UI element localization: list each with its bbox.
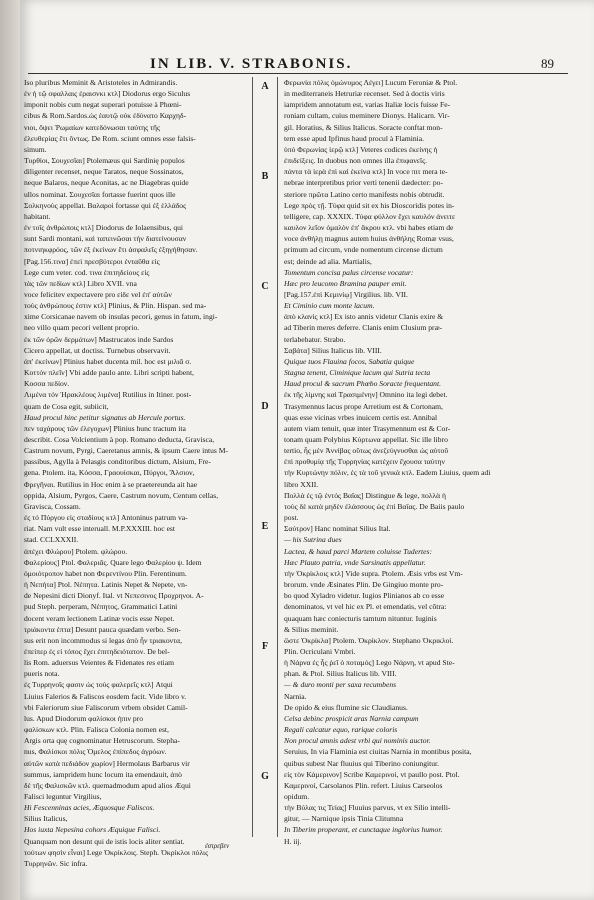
text-line: ἡ Νάρνα ἐς ἧς ῥεῖ ὁ ποταμός] Lego Νάρνη, vt apud Ste- xyxy=(284,658,455,668)
text-line: passibus, Agylla à Pelasgis conditoribus dictum, Alsium, Fre- xyxy=(24,457,211,467)
text-line: ὥστε Ὀκρίκλα] Ptolem. Ὀκρίκλον. Stephano Ὀκρικλοί. xyxy=(284,635,454,645)
text-line: quibus subest Nar fluuius qui Tiberino coniungitur. xyxy=(284,758,440,768)
text-line: diligenter recenset, neque Taratos, neque Sossinatos, xyxy=(24,167,184,177)
text-line: describit. Cosa Volcientium à pop. Romano deducta, Gravisca, xyxy=(24,435,215,444)
text-line: τὴν Ὀκρίκλοις κτλ] Vide supra. Ptolem. Æsis vrbs est Vm- xyxy=(284,568,463,578)
text-line: Lege cum veter. cod. τινα ἐπιτηδείους εἰς xyxy=(24,267,150,277)
text-line: Hæc Plauto patria, vnde Sarsinatis appellatur. xyxy=(284,557,426,567)
text-line: ἐπείπερ ἐς εἰ τόπος ἔχει ἐπιτηδειότατον. De bel- xyxy=(24,646,170,656)
text-line: Et Ciminio cum monte lacum. xyxy=(284,301,375,311)
text-line: Φρεγῆναι. Rutilius in Hoc enim à se praetereunda ait hae xyxy=(24,479,198,489)
text-line: ἀπ' ἐκείνων] Plinius habet ducenta mil. hoc est μιλιᾶ σ. xyxy=(24,356,192,366)
text-line: Cicero appellat, ut doctiss. Turnebus observavit. xyxy=(24,345,171,355)
text-line: Haud procul & sacrum Phœbo Soracte frequentant. xyxy=(284,379,441,389)
text-line: iampridem annotatum est, varias Italiæ locis fuisse Fe- xyxy=(284,100,451,110)
text-line: Plin. Ocriculani Vmbri. xyxy=(284,646,356,656)
text-line: De opido & eius flumine sic Claudianus. xyxy=(284,702,408,712)
text-line: Tomentum concisa palus circense vocatur: xyxy=(284,267,414,277)
text-line: terlabebatur. Strabo. xyxy=(284,334,346,344)
text-line: [Pag.156.τινα] ἐπεὶ πρεσβύτεροι ἐνταῦθα εἰς xyxy=(24,256,160,266)
text-line: simum. xyxy=(24,144,47,154)
text-line: ἀπὸ κλανίς κτλ] Ex isto annis videtur Clanis exire & xyxy=(284,312,444,322)
text-line: αὐτῶν κατὰ πεδιάδον χωρίον] Hermolaus Barbarus vir xyxy=(24,758,190,768)
text-line: πεν ταχάρους τῶν ἐλεγοχων] Plinius hunc tractum ita xyxy=(24,423,186,433)
text-line: Φερωνία πόλις ὁμώνυμος Λέγει] Lucum Feroniæ & Ptol. xyxy=(284,78,458,87)
text-line: εἰς τὸν Κάμερινον] Scribe Καμερινοὶ, vt paullo post. Ptol. xyxy=(284,769,460,779)
text-line: τοὺς δὲ κατὰ μηδὲν ἐλάσσους ὡς ἐπὶ Βαΐας. De Baiis paulo xyxy=(284,501,465,511)
text-line: ullos nominat. Σουχεσῖαι fortasse fuerint quos ille xyxy=(24,189,176,199)
text-line: ἐκ τῆς λίμνης καὶ Τρασιμένην] Omnino ita legi debet. xyxy=(284,390,448,400)
text-line: καυλον λεῖον ὁμαλὸν ἐπ' ἄκρου κτλ. vbi habes etiam de xyxy=(284,223,454,233)
text-line: δὲ τῆς Φαλισκῶν κτλ. quemadmodum apud alios Æqui xyxy=(24,780,191,790)
text-line: Liuius Falerios & Faliscos eosdem facit. Vide libro v. xyxy=(24,691,187,701)
margin-letter-e: E xyxy=(261,521,269,532)
text-line: oppida, Alsium, Pyrgos, Caere, Castrum novum, Centum cellas, xyxy=(24,490,219,500)
text-line: lis Rom. aduersus Veientes & Fidenates res etiam xyxy=(24,658,175,668)
margin-letter-d: D xyxy=(261,401,269,412)
text-line: & Silius meminit. xyxy=(284,624,339,634)
text-line: quas esse vicinas vrbes inuicem certis est. Annibal xyxy=(284,412,438,422)
text-line: voce ἀνθήλῃ magnus autem huius ἀνθήλης Romæ vsus, xyxy=(284,234,454,244)
text-line: imponit nobis cum negat superari potuisse à Phœni- xyxy=(24,100,182,110)
text-line: φαλίσκων κτλ. Plin. Falisca Colonia nomen est, xyxy=(24,725,169,735)
text-line: H. iij. xyxy=(284,836,302,846)
text-line: habitant. xyxy=(24,211,51,221)
right-column xyxy=(284,77,556,847)
text-line: πάντα τὰ ἱερὰ ἐπὶ καὶ ἐκείνα κτλ] In voce πιτ mera te- xyxy=(284,167,448,177)
text-line: in mediterraneis Hetruriæ recenset. Sed à doctis viris xyxy=(284,89,445,99)
text-line: nus, Φαλίσκοι πόλις Ὁμελος ἐπίπεδος ἀγρόων. xyxy=(24,747,167,757)
text-line: neque Balaros, neque Aconitas, ac ne Diagebras quide xyxy=(24,178,189,188)
margin-letter-a: A xyxy=(261,81,269,92)
text-line: Stagna tenent, Ciminique lacum qui Sutria tecta xyxy=(284,368,431,378)
text-line: τριάκοντα ἑπτα] Desunt pauca quædam verbo. Sen- xyxy=(24,624,181,634)
text-line: ἐς Τυρρηνοῖς φασιν ὡς τοὺς φαλερεῖς κτλ] Atqui xyxy=(24,680,173,690)
text-line: est; deinde ad alia. Martialis, xyxy=(284,256,372,266)
text-line: brorum. vnde Æsinates Plin. De Gingiuo monte pro- xyxy=(284,580,444,590)
text-line: de Nepesini dicti Dionyf. Ital. vt Νεπεσινος Προχρηνοι. A- xyxy=(24,591,204,601)
text-line: ἐπιδείξεις. In duobus non omnes illa ἐπιφανεῖς. xyxy=(284,156,427,166)
text-line: ἐν τοῖς ἀνθρώποις κτλ] Diodorus de Iolaensibus, qui xyxy=(24,223,184,233)
text-line: tem esse apud Ipfinus haud procul à Flaminia. xyxy=(284,133,425,143)
binding-gutter xyxy=(0,0,20,900)
header-rule xyxy=(28,73,568,74)
text-line: riat. Nam vult esse interuall. M.P.XXXIII. hoc est xyxy=(24,524,175,534)
text-line: Κοττόν πλεῖν] Vbi adde paulo ante. Libri scripti habent, xyxy=(24,368,194,378)
text-line: ἐκ τῶν ὀρῶν δερμάτων] Mastrucatos inde Sardos xyxy=(24,334,174,344)
text-line: telligere, cap. XXXIX. Τύφα φύλλον ἔχει καυλόν ἀνειτε xyxy=(284,211,456,221)
text-line: Silius Italicus, xyxy=(24,814,68,824)
text-line: Τυρθίοι, Σουχεσῖαι] Ptolemæus qui Sardinię populos xyxy=(24,156,185,166)
text-line: τὴν Βύλας τις Τείας] Fluuius parvus, vt ex Silio intelli- xyxy=(284,803,451,813)
text-line: Argis orta quę cognominatur Hetruscorum. Stepha- xyxy=(24,736,180,746)
text-line: bo quod Xyladro videtur. Iugios Plinianos ab co esse xyxy=(284,591,445,601)
text-line: opidum. xyxy=(284,792,310,801)
text-line: ποτνιηκφρόος, τῶν ἐξ ἐκείνων ἔτι ἀσφαλεῖς ἐξηγήθησαν. xyxy=(24,245,198,255)
text-line: τοὺς ἀνθρώπους ἐστιν κτλ] Plinius, & Plin. Hispan. sed ma- xyxy=(24,301,207,311)
text-line: phan. & Ptol. Silius Italicus lib. VIII. xyxy=(284,669,397,679)
text-line: — & duro monti per saxa recumbens xyxy=(284,680,397,690)
page-number: 89 xyxy=(541,56,554,71)
text-line: ἐλευθερίας ἔτι ὄντως. De Rom. sciunt omnes esse falsis- xyxy=(24,133,196,143)
text-line: Non procul amnis adest vrbi qui nominis auctor. xyxy=(284,736,431,746)
text-line: Haud procul hinc petitur signatus ab Hercule portus. xyxy=(24,412,186,422)
text-line: Πολλὰ ἐς τῷ ἐντός Βαΐας] Distingue & lege, πολλὰ ἡ xyxy=(284,490,446,500)
text-line: Σαβάτα] Silius Italicus lib. VIII. xyxy=(284,345,382,355)
text-line: ad Tiberin meres deferre. Clanis enim Clusium præ- xyxy=(284,323,443,333)
text-line: docent veram lectionem Latinæ vocis esse Nepet. xyxy=(24,613,175,623)
text-line: τούτων φησίν εἶναι] Lege Ὀκρίκλοις. Steph. Ὀκρίκλοι πόλις xyxy=(24,847,209,857)
text-line: ὁμοιότροπον habet non Φερεντίνου Plin. Ferentinum. xyxy=(24,568,187,578)
text-line: autem viam tenuit, quæ inter Trasymennum est & Cor- xyxy=(284,423,451,433)
text-line: denominatos, vt vel hic ex Pl. et emendatis, vel cōtra: xyxy=(284,602,447,612)
text-line: Hos iuxta Nepesina cohors Æquique Falisci. xyxy=(24,825,161,835)
text-line: Lactea, & haud parci Martem coluisse Tudertes: xyxy=(284,546,432,556)
text-line: Seruius, In via Flaminia est ciuitas Narnia in montibus posita, xyxy=(284,747,472,757)
text-line: Τυρρηνῶν. Sic infra. xyxy=(24,858,88,868)
running-head: IN LIB. V. STRABONIS. xyxy=(150,56,353,72)
text-line: stad. CCLXXXII. xyxy=(24,535,79,545)
text-line: steriore πρῶτα Latino certo manifests nobis obtrudit. xyxy=(284,189,445,199)
text-line: pud Steph. perperam, Νέπητος, Grammatici Latini xyxy=(24,602,178,612)
text-line: ἐς τό Πύργου εἰς σταδίους κτλ] Antoninus patrum va- xyxy=(24,513,188,523)
margin-letter-f: F xyxy=(261,641,269,652)
text-line: gitur, — Narnique ipsis Tinia Clitumna xyxy=(284,814,404,824)
text-line: ὑπὸ Φερωνίας ἱερῷ κτλ] Veteres codices ἐκείνης ἡ xyxy=(284,144,438,154)
text-line: ἀπέχει Φλώρου] Ptolem. φλώρου. xyxy=(24,546,128,556)
text-line: cibus & Rom.Sardos.ὡς ἑαυτῷ οὐκ ἐδύνατο Καρχηδ- xyxy=(24,111,187,121)
text-line: pueris nota. xyxy=(24,669,60,679)
text-line: In Tiberim properant, et cunctaque inglorius humor. xyxy=(284,825,443,835)
text-line: neo villo quam pecori vellent proprio. xyxy=(24,323,140,333)
text-line: τὴν Κυρτώνην πόλιν, ἐς τὰ τοῦ γενικὰ κτλ. Eadem Liuius, quem adi xyxy=(284,468,491,478)
text-line: — his Sutrina dues xyxy=(284,535,342,545)
margin-letter-g: G xyxy=(261,771,269,782)
text-line: Celsa debinc prospicit aras Narnia campum xyxy=(284,713,419,723)
text-line: summus, iampridem hunc locum ita emendauit, ἀπὸ xyxy=(24,769,182,779)
text-line: Trasymennus lacus prope Arretium est & Cortonam, xyxy=(284,401,443,411)
text-line: lus. Apud Diodorum φαλίσκοι ἡπιν pro xyxy=(24,713,144,723)
text-line: Castrum novum, Pyrgi, Caeretanus amnis, & ipsum Caere intus M- xyxy=(24,446,229,456)
text-line: Regali calcatur equo, rarique coloris xyxy=(284,725,398,735)
left-column xyxy=(24,77,248,869)
margin-letter-b: B xyxy=(261,171,269,182)
text-line: tonam quam Polybius Κύρτωνα appellat. Sic ille libro xyxy=(284,435,448,444)
text-line: [Pag.157.ἐπὶ Κεμινίῳ] Virgilius. lib. VII. xyxy=(284,289,408,299)
page-header xyxy=(40,56,560,74)
text-line: Hi Fescenninas acies, Æquosque Faliscos. xyxy=(24,803,155,813)
text-line: quaquam hæc coniecturis tamtum nituntur. Iuginis xyxy=(284,613,437,623)
text-line: Narnia. xyxy=(284,691,307,701)
text-line: tertio, ἧς μὲν Ἀννίβας οὕτως ἀνεζεύγνυσθαι ὡς αὐτοῦ xyxy=(284,446,449,456)
margin-letter-c: C xyxy=(261,281,269,292)
text-line: ἐπὶ προθυμίᾳ τῆς Τυρρηνίας κατέχειν ἔχουσα ταύτην xyxy=(284,457,445,467)
text-line: Κοσσα πεδίον. xyxy=(24,379,70,389)
text-line: post. xyxy=(284,513,299,523)
text-line: Quanquam non desunt qui de istis locis aliter sentiat. xyxy=(24,836,185,846)
text-line: Φαλερίους] Ptol. Φαλεριᾶς. Quare lego Φαλερίου ψ. Idem xyxy=(24,557,202,567)
text-line: xime Corsicanae navem ob insulas pecori, genus in fatum, ingi- xyxy=(24,312,218,322)
text-line: voce felicitev expectavere pro εἰδε vel ἐπ' αὐτῶν xyxy=(24,289,172,299)
text-line: nebrae interpretibus prior verti tenenii dædecter: po- xyxy=(284,178,443,188)
text-line: ἡ Νεπήτα] Ptol. Νέπητα. Latinis Nepet & Nepete, vn- xyxy=(24,580,188,590)
text-line: Lege πρὸς τῇ. Tύφα quid sit ex his Dioscoridis potes in- xyxy=(284,200,455,210)
text-line: sunt Sardi montani, καὶ ταπεινῶσαι τὴν διατείνουσαν xyxy=(24,234,187,244)
text-line: gil. Horatius, & Silius Italicus. Soracte conftat mon- xyxy=(284,122,443,132)
text-line: Καμερινοί, Carsolanos Plin. refert. Liuius Carseolos xyxy=(284,780,443,790)
text-line: ἐν ἡ τῷ σφαλλαις ἐραισνκι κτλ] Diodorus ergo Siculus xyxy=(24,89,191,99)
text-line: libro XXII. xyxy=(284,479,319,489)
text-line: Quique tuos Flauina focos, Sabatia quique xyxy=(284,356,415,366)
text-line: Gravisca, Cossam. xyxy=(24,501,81,511)
text-line: Σολκηνοὺς appellat. Βαλαροὶ fortasse qui ἐξ ἑλλάδος xyxy=(24,200,187,210)
text-line: primum ad circum, vnde nomentum circense dictum xyxy=(284,245,443,255)
text-line: Λιμένα τόν Ἡρακλέους λιμένα] Rutilius in Itiner. post- xyxy=(24,390,192,400)
margin-letter-strip xyxy=(252,77,278,837)
text-line: Falisci leguntur Virgilius, xyxy=(24,792,102,801)
text-line: τὰς τῶν πεδίων κτλ] Libro XVII. vna xyxy=(24,278,137,288)
text-line: Iso pluribus Meminit & Aristoteles in Admirandis. xyxy=(24,78,178,87)
text-line: Σαύτρον] Hanc nominat Silius Ital. xyxy=(284,524,391,534)
text-line: roniam cultam, cuius meminere Dionys. Halicarn. Vir- xyxy=(284,111,450,121)
text-line: vbi Faleriorum siue Faliscorum vrbem obsidet Camil- xyxy=(24,702,188,712)
text-line: quam de Cosa egit, subiicit, xyxy=(24,401,109,411)
text-line: Hæc pro leucomo Bramina pauper emit. xyxy=(284,278,407,288)
catchword: ἐστρεβεν xyxy=(205,842,230,850)
text-line: gena. Ptolem. ita, Κόσσα, Γραουίσκαι, Πύργοι, Ἄλσιον, xyxy=(24,468,195,478)
text-line: sus erit non incommodus si legas ἀπὸ ἦν τριακοντα, xyxy=(24,635,183,645)
text-line: νιοι, ὄψει Ῥωμαίων κατεδόνωσαι ταύτης τῆς xyxy=(24,122,161,132)
